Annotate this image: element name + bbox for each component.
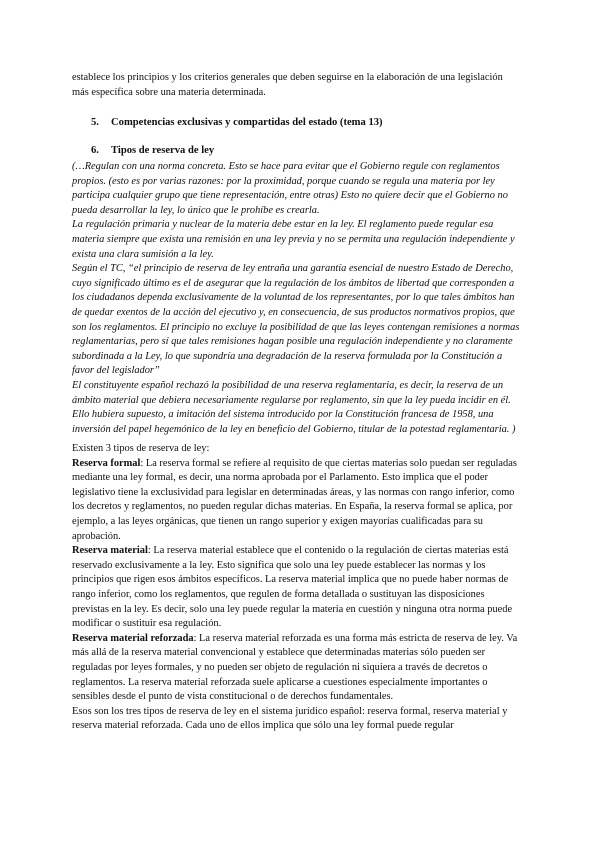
lead-in: Existen 3 tipos de reserva de ley: [72,443,210,454]
type-text: : La reserva formal se refiere al requisito de que ciertas materias solo puedan ser reguladas mediante una ley formal, es decir, una norma aprobada por el Parlamento. Esto implica que el poder legislativo tiene la exclusividad para legislar en determinadas áreas, y las normas con rango inferior, como los decretos y reglamentos, no pueden regular dichas materias. En España, la reserva formal se aplica, por ejemplo, a las leyes orgánicas, que tienen un rango superior y exigen mayorías cualificadas para su aprobación. [72,457,517,542]
quote-paragraph-3: Según el TC, “el principio de reserva de ley entraña una garantía esencial de nuestro Estado de Derecho, cuyo significado último es el de asegurar que la regulación de los ámbitos de libertad que corresponden a los ciudadanos dependa exclusivamente de la voluntad de los representantes, por lo que tales ámbitos han de quedar exentos de la acción del ejecutivo y, en consecuencia, de sus productos normativos propios, que son los reglamentos. El principio no excluye la posibilidad de que las leyes contengan remisiones a normas reglamentarias, pero sí que tales remisiones hagan posible una regulación independiente y no claramente subordinada a la Ley, lo que supondría una degradación de la reserva formulada por la Constitución a favor del legislador” [72,263,520,377]
type-reserva-material [72,544,522,632]
section-5-heading [91,116,383,131]
section-6-number: 6. [91,145,99,156]
type-text: : La reserva material establece que el contenido o la regulación de ciertas materias está reservado exclusivamente a la ley. Esto significa que solo una ley puede establecer las normas y los principios que rigen esos ámbitos específicos. La reserva material implica que no puede haber normas de rango inferior, como los reglamentos, que regulen de forma detallada o sustituyan las disposiciones previstas en la ley. Es decir, solo una ley puede regular la materia en cuestión y ninguna otra norma puede modificar o sustituir esa regulación. [72,545,513,630]
intro-paragraph: establece los principios y los criterios generales que deben seguirse en la elaboración de una legislación más específica sobre una materia determinada. [72,72,503,98]
section-5-title: Competencias exclusivas y compartidas del estado (tema 13) [111,117,383,128]
body-block [72,442,522,734]
quote-block [72,160,522,437]
section-6-title: Tipos de reserva de ley [111,145,215,156]
closing-paragraph: Esos son los tres tipos de reserva de ley en el sistema jurídico español: reserva formal, reserva material y reserva material reforzada. Cada uno de ellos implica que sólo una ley formal puede regular [72,705,508,732]
quote-paragraph-2: La regulación primaria y nuclear de la materia debe estar en la ley. El reglamento puede regular esa materia siempre que exista una remisión en una ley previa y no se permita una regulación independiente y exista una clara sumisión a la ley. [72,219,515,260]
type-reserva-material-reforzada [72,632,522,705]
type-name: Reserva material reforzada [72,632,194,644]
quote-paragraph-1: (…Regulan con una norma concreta. Esto se hace para evitar que el Gobierno regule con reglamentos propios. (esto es por varias razones: por la proximidad, porque cuando se regula una materia por ley participa cualquier grupo que tiene representación, entre otras) Esto no quiere decir que el Gobierno no pueda desarrollar la ley, lo único que le prohíbe es crearla. [72,161,508,216]
type-text: : La reserva material reforzada es una forma más estricta de reserva de ley. Va más allá de la reserva material convencional y establece que determinadas materias sólo pueden ser reguladas por leyes formales, y no pueden ser objeto de regulación ni siquiera a través de decretos o reglamentos. La reserva material reforzada suele aplicarse a cuestiones especialmente importantes o sensibles desde el punto de vista constitucional o de derechos fundamentales. [72,632,518,703]
quote-paragraph-4: El constituyente español rechazó la posibilidad de una reserva reglamentaria, es decir, la reserva de un ámbito material que debiera necesariamente regularse por reglamento, sin que la ley pueda incidir en él. Ello hubiera supuesto, a imitación del sistema introducido por la Constitución francesa de 1958, una inversión del papel hegemónico de la ley en beneficio del Gobierno, titular de la potestad reglamentaria. ) [72,379,516,435]
section-6-heading [91,144,214,159]
type-name: Reserva formal [72,457,141,469]
type-name: Reserva material [72,545,148,557]
type-reserva-formal [72,457,522,545]
section-5-number: 5. [91,117,99,128]
